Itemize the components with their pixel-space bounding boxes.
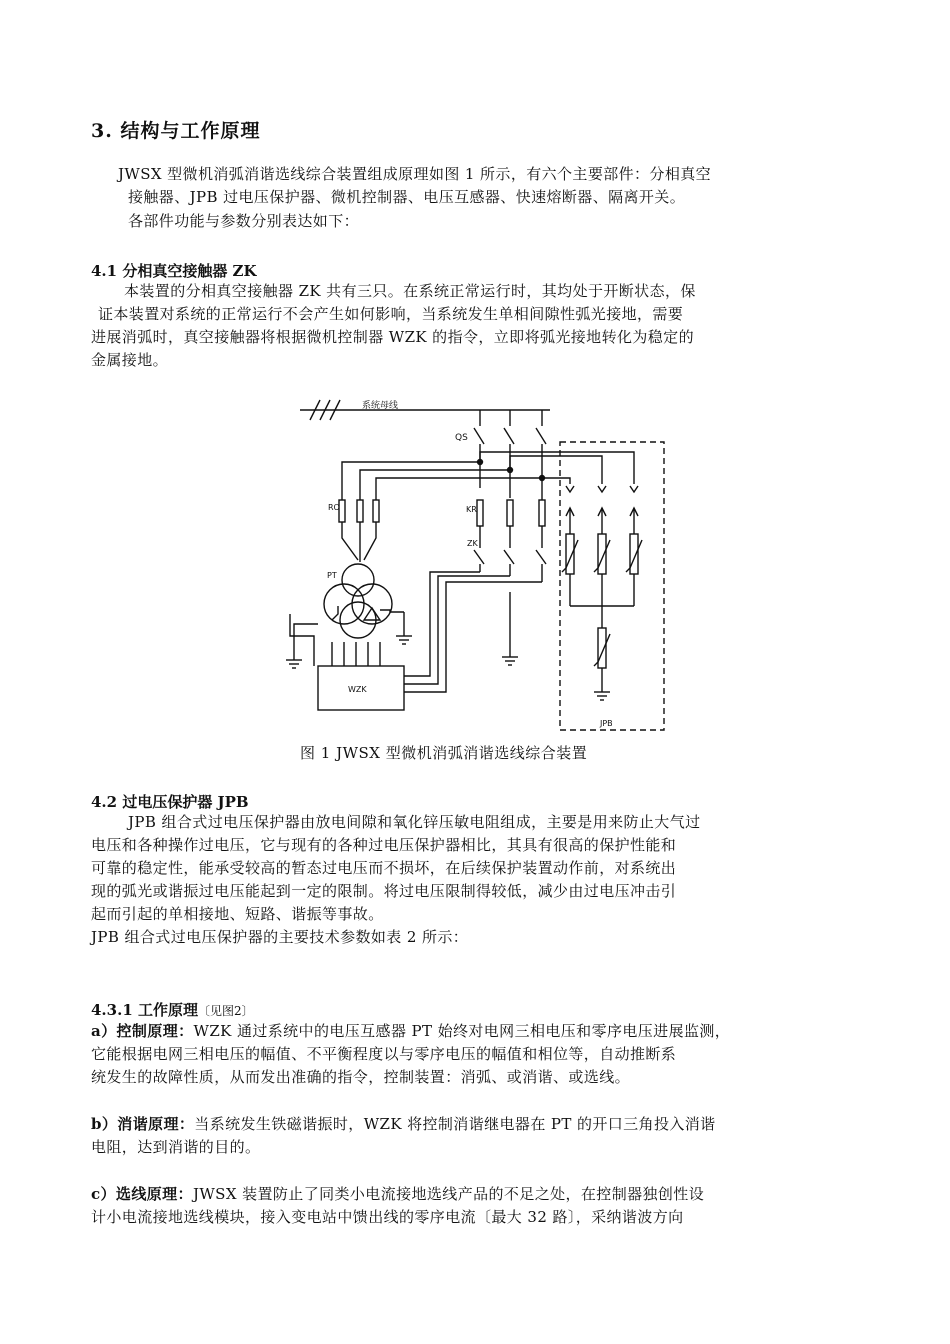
- s431-a-line-3: 统发生的故障性质，从而发出准确的指令，控制装置：消弧、或消谐、或选线。: [91, 1068, 631, 1086]
- s41-line-3: 进展消弧时，真空接触器将根据微机控制器 WZK 的指令，立即将弧光接地转化为稳定的: [91, 328, 694, 346]
- pt-label: PT: [327, 571, 337, 580]
- s431-b-line-2: 电阻，达到消谐的目的。: [91, 1138, 261, 1156]
- control-principle-label: a）控制原理：: [91, 1022, 194, 1040]
- s431-a-line-2: 它能根据电网三相电压的幅值、不平衡程度以与零序电压的幅值和相位等，自动推断系: [91, 1045, 677, 1063]
- section-4-3-1-title: [91, 999, 254, 1020]
- s431-title-text: 4.3.1 工作原理: [91, 1001, 198, 1019]
- s41-line-4: 金属接地。: [91, 351, 169, 369]
- intro-line-2: 接触器、JPB 过电压保护器、微机控制器、电压互感器、快速熔断器、隔离开关。: [128, 188, 686, 206]
- s431-title-note: 〔见图2〕: [197, 1004, 254, 1018]
- s41-line-2: 证本装置对系统的正常运行不会产生如何影响，当系统发生单相间隙性弧光接地，需要: [98, 305, 684, 323]
- s431-a-line-1: a）控制原理：WZK 通过系统中的电压互感器 PT 始终对电网三相电压和零序电压进展监测，: [91, 1022, 731, 1040]
- zk-contactors: [430, 526, 546, 667]
- line-selection-principle-label: c）选线原理：: [91, 1185, 193, 1203]
- s42-line-2: 电压和各种操作过电压，它与现有的各种过电压保护器相比，其具有很高的保护性能和: [91, 836, 677, 854]
- jpb-protectors: [562, 486, 642, 700]
- harmonic-principle-label: b）消谐原理：: [91, 1115, 195, 1133]
- circuit-diagram: [280, 392, 680, 737]
- figure-caption: 图 1 JWSX 型微机消弧消谐选线综合装置: [300, 744, 588, 762]
- jpb-enclosure: [560, 442, 664, 730]
- s42-line-3: 可靠的稳定性，能承受较高的暂态过电压而不损坏，在后续保护装置动作前，对系统出: [91, 859, 677, 877]
- s42-line-1: JPB 组合式过电压保护器由放电间隙和氧化锌压敏电阻组成，主要是用来防止大气过: [128, 813, 701, 831]
- qs-label: QS: [455, 433, 468, 443]
- wzk-label: WZK: [348, 685, 367, 694]
- s42-line-5: 起而引起的单相接地、短路、谐振等事故。: [91, 905, 384, 923]
- section-4-2-title: 4.2 过电压保护器 JPB: [91, 793, 249, 811]
- section-3-title: 3. 结构与工作原理: [91, 120, 261, 142]
- s41-line-1: 本装置的分相真空接触器 ZK 共有三只。在系统正常运行时，其均处于开断状态，保: [124, 282, 696, 300]
- s42-line-4: 现的弧光或谐振过电压能起到一定的限制。将过电压限制得较低，减少由过电压冲击引: [91, 882, 677, 900]
- kr-label: KR: [466, 505, 477, 514]
- zk-label: ZK: [467, 539, 478, 548]
- intro-line-1: JWSX 型微机消弧消谐选线综合装置组成原理如图 1 所示，有六个主要部件：分相真空: [118, 165, 712, 183]
- qs-switch: [474, 410, 546, 500]
- s431-b-line-1: b）消谐原理：当系统发生铁磁谐振时，WZK 将控制消谐继电器在 PT 的开口三角投入消谐: [91, 1115, 716, 1133]
- s42-line-6: JPB 组合式过电压保护器的主要技术参数如表 2 所示：: [91, 928, 469, 946]
- s431-c-line-1: c）选线原理：JWSX 装置防止了同类小电流接地选线产品的不足之处，在控制器独创性设: [91, 1185, 705, 1203]
- s431-c-line-2: 计小电流接地选线模块，接入变电站中馈出线的零序电流〔最大 32 路〕，采纳谐波方向: [91, 1208, 684, 1226]
- jpb-label: JPB: [600, 719, 613, 728]
- section-4-1-title: 4.1 分相真空接触器 ZK: [91, 262, 257, 280]
- ro-label: RO: [328, 503, 340, 512]
- intro-line-3: 各部件功能与参数分别表达如下：: [128, 212, 360, 230]
- bus-label: 系统母线: [362, 401, 399, 411]
